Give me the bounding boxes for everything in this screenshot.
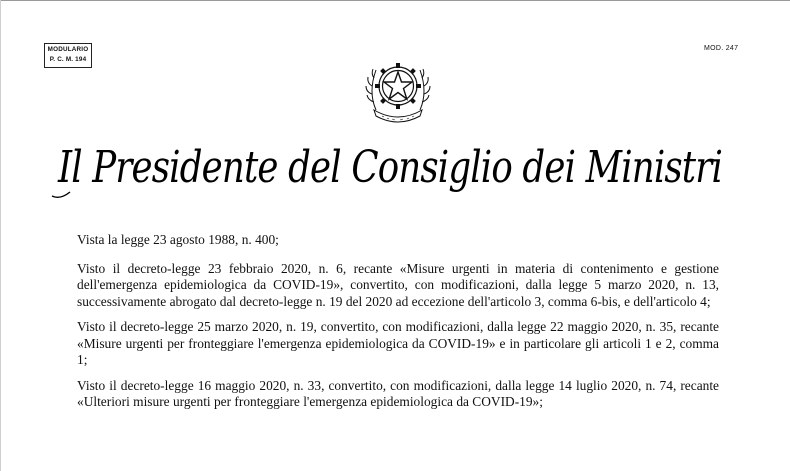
paragraph-1: Vista la legge 23 agosto 1988, n. 400; [77, 232, 279, 247]
heading-text: Il Presidente del Consiglio dei Ministri [57, 142, 722, 193]
stamp-line-2: P. C. M. 194 [49, 56, 87, 63]
page-top-edge [0, 0, 790, 1]
paragraph-4: Visto il decreto-legge 16 maggio 2020, n. 33, convertito, con modificazioni, dalla legge 14 luglio 2020, n. 74, recante «Ulteriori misure urgenti per fronteggiare l'emergenza epidemiologica da COVID-19»; [77, 377, 719, 409]
paragraph-2: Visto il decreto-legge 23 febbraio 2020, n. 6, recante «Misure urgenti in materia di contenimento e gestione dell'emergenza epidemiologica da COVID-19», convertito, con modificazioni, dalla legge 5 marzo 2020, n. 13, successivamente abrogato dal decreto-legge n. 19 del 2020 ad eccezione dell'articolo 3, comma 6-bis, e dell'articolo 4; [77, 260, 719, 309]
page-left-edge [0, 0, 1, 471]
stamp-line-1: MODULARIO [47, 46, 89, 53]
paragraph-3: Visto il decreto-legge 25 marzo 2020, n. 19, convertito, con modificazioni, dalla legge 22 maggio 2020, n. 35, recante «Misure urgenti per fronteggiare l'emergenza epidemiologica da COVID-19» e in particolare gli articoli 1 e 2, comma 1; [77, 319, 719, 367]
document-heading [40, 126, 740, 206]
mod-code: MOD. 247 [704, 45, 739, 52]
document-body [77, 232, 719, 420]
modulario-stamp [44, 43, 92, 68]
italian-republic-emblem-icon [360, 52, 436, 128]
